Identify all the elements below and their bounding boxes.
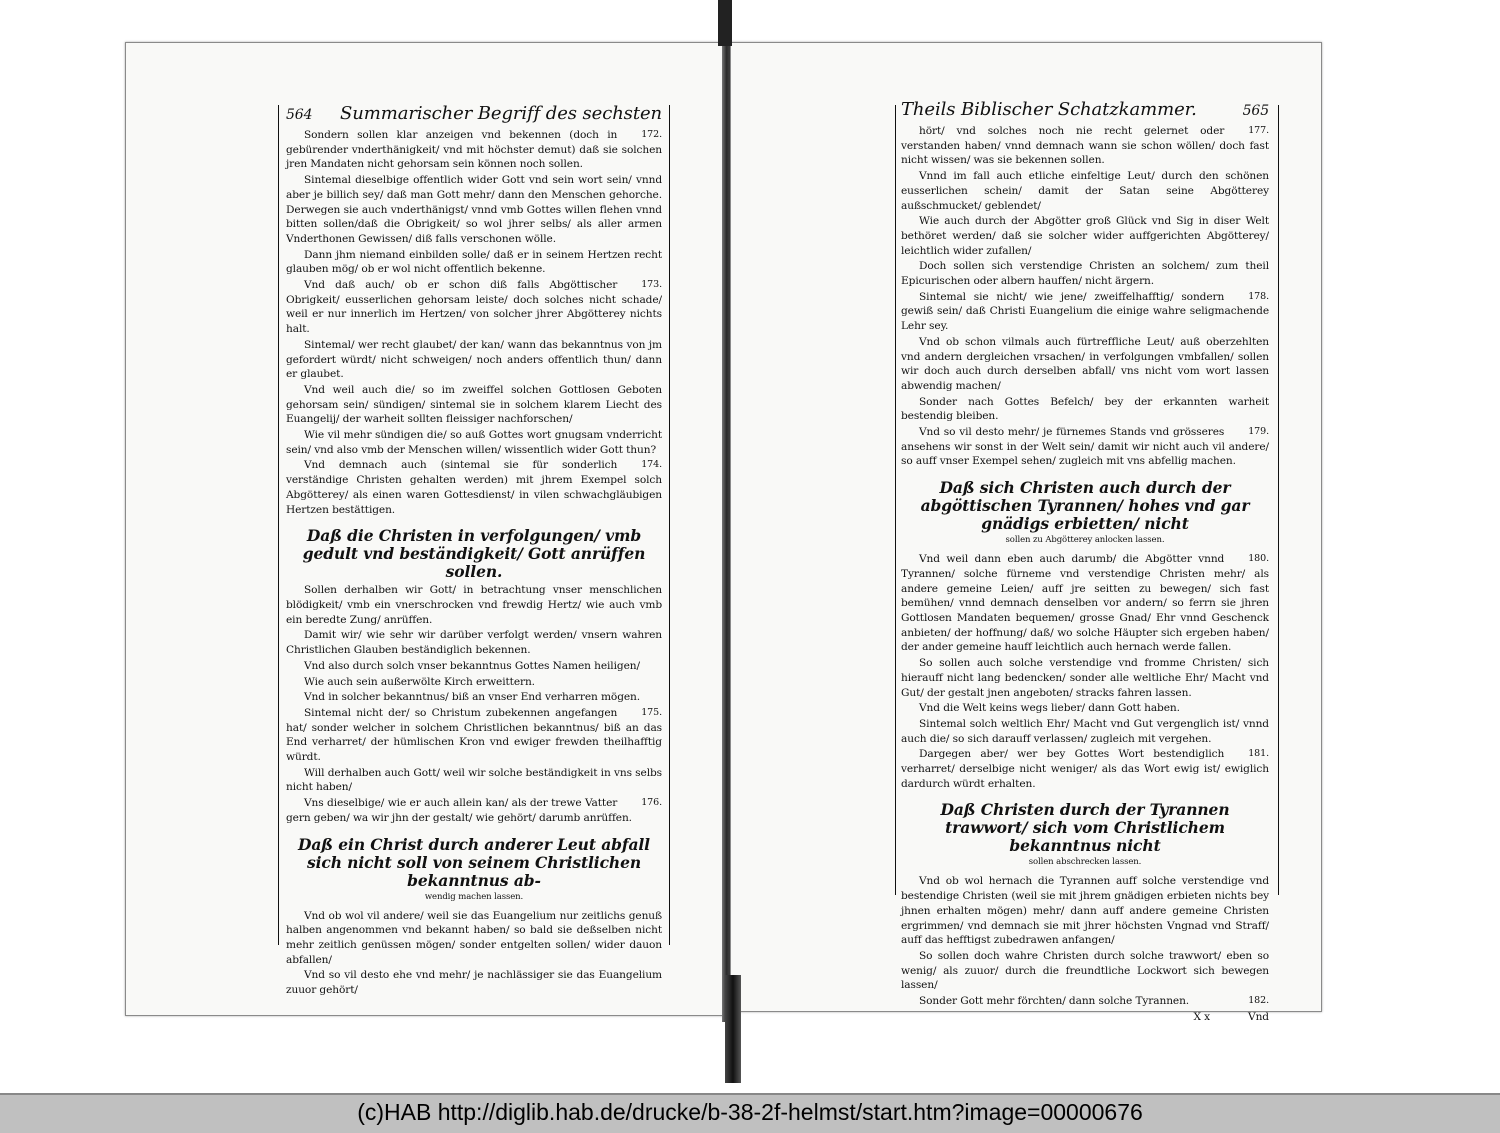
paragraph [286,796,662,825]
paragraph [901,949,1269,993]
paragraph [286,278,662,337]
paragraph [286,428,662,457]
paragraph [901,425,1269,469]
paragraph-text: Vnd ob schon vilmals auch fürtreffliche Leut/ auß oberzehlten vnd andern dergleichen vrsachen/ in verfolgungen vmbfallen/ sollen wir doch auch durch derselben abfall/ vns nicht vom wort lassen abwendig machen/ [901,335,1269,392]
paragraph-number: 177. [1248,125,1269,136]
paragraph-text: Dargegen aber/ wer bey Gottes Wort bestendiglich verharret/ derselbige nicht weniger/ als das Wort ewig ist/ ewiglich dardurch würdt erhalten. [901,748,1269,790]
paragraph-text: Vnd so vil desto ehe vnd mehr/ je nachlässiger sie das Euangelium zuuor gehört/ [286,969,662,997]
paragraph [286,338,662,382]
paragraph [901,124,1269,168]
paragraph-text: Vnd die Welt keins wegs lieber/ dann Gott haben. [919,702,1180,715]
paragraph-number: 176. [641,797,662,809]
left-margin-rule [278,105,279,945]
paragraph-text: Sintemal/ wer recht glaubet/ der kan/ wann das bekanntnus von jm gefordert würdt/ nicht schweigen/ noch anders offentlich thun/ dann er glaubet. [286,338,662,381]
paragraph [901,335,1269,394]
paragraph [286,173,662,247]
paragraph-text: Dann jhm niemand einbilden solle/ daß er in seinem Hertzen recht glauben mög/ ob er wol nicht offentlich bekenne. [286,248,662,276]
paragraph-text: Vnd so vil desto mehr/ je fürnemes Stands vnd grösseres ansehens wir sonst in der Welt sein/ damit wir nicht auch vil andere/ so auff vnser Exempel sehen/ zugleich mit vns abfellig machen. [901,426,1269,468]
paragraph-text: Vnd ob wol vil andere/ weil sie das Euangelium nur zeitlichs genuß halben angenommen vnd bekannt haben/ so bald sie deßselben nicht mehr zeitlich genüssen mögen/ sonder entgelten sollen/ wider dauon abfallen/ [286,909,662,966]
paragraph-number: 172. [641,129,662,140]
paragraph-number: 182. [1248,995,1269,1007]
paragraph [286,909,662,968]
paragraph-text: Sollen derhalben wir Gott/ in betrachtung vnser menschlichen blödigkeit/ vmb ein vnerschrocken vnd frewdig Hertz/ wie auch vmb ein beredte Zung/ anrüffen. [286,584,662,626]
paragraph [901,552,1269,655]
paragraph-number: 181. [1248,748,1269,760]
paragraph [901,747,1269,791]
paragraph-text: Vns dieselbige/ wie er auch allein kan/ als der trewe Vatter gern geben/ wa wir jhn der gestalt/ wie gehört/ darumb anrüffen. [286,797,632,824]
running-head [286,103,662,126]
paragraph-text: Vnd demnach auch (sintemal sie für sonderlich verständige Christen gehalten werden) mit jhrem Exempel solch Abgötterey/ als einen waren Gottesdienst/ in vilen schwachgläubigen Hertzen bestättigen. [286,459,662,516]
section-subheading: sollen zu Abgötterey anlocken lassen. [1005,535,1165,546]
section-heading: Daß sich Christen auch durch der abgöttischen Tyrannen/ hohes vnd gar gnädigs erbietten/ nicht [920,478,1250,534]
catchword: Vnd [1248,1010,1269,1023]
paragraph [901,656,1269,700]
paragraph [901,214,1269,258]
paragraph [901,259,1269,288]
left-text-block [286,103,662,999]
signature-mark: X x [1193,1010,1211,1023]
paragraph-text: Vnd in solcher bekanntnus/ biß an vnser End verharren mögen. [304,691,641,704]
paragraph-number: 180. [1248,553,1269,565]
paragraph-text: So sollen auch solche verstendige vnd fromme Christen/ sich hierauff nicht lang bedencken/ sonder alle weltliche Ehr/ Macht vnd Gut/ der gestalt jnen angeboten/ stracks fahren lassen. [901,657,1269,699]
spine-bottom [725,975,741,1083]
left-page [125,42,724,1016]
paragraph-text: So sollen doch wahre Christen durch solche trawwort/ eben so wenig/ als zuuor/ durch die freundtliche Lockwort sich bewegen lassen/ [901,949,1269,992]
paragraph-text: Vnd also durch solch vnser bekanntnus Gottes Namen heiligen/ [304,659,640,672]
paragraph-text: Doch sollen sich verstendige Christen an solchem/ zum theil Epicurischen oder albern hauffen/ nicht ärgern. [901,260,1269,288]
running-title: Summarischer Begriff des sechsten [340,103,662,124]
paragraph-number: 179. [1248,426,1269,438]
paragraph-list [901,874,1269,1008]
paragraph [286,675,662,690]
right-text-block [901,99,1269,1024]
paragraph [286,968,662,997]
paragraph-text: Vnd weil dann eben auch darumb/ die Abgötter vnnd Tyrannen/ solche fürneme vnd verstendige Christen mehr/ als andere gemeine Leien/ auff jre seitten zu bewegen/ sich fast bemühen/ vnnd demnach denselben vor andern/ so ferrn sie jhren Gottlosen Mandaten bequemen/ grosse Gnad/ Ehr vnnd Geschenck anbieten/ der hoffnung/ daß/ wo solche Häupter sich ergeben haben/ der ander gemeine hauff leichtlich auch hernach werde fallen. [901,553,1269,654]
paragraph-number: 173. [641,279,662,291]
paragraph [901,290,1269,334]
paragraph-text: Vnd daß auch/ ob er schon diß falls Abgöttischer Obrigkeit/ eusserlichen gehorsam leiste/ doch solches nicht schade/ weil er nur innerlich im Hertzen/ von solcher jhrer Abgötterey nichts halt. [286,279,662,336]
paragraph-text: Sintemal solch weltlich Ehr/ Macht vnd Gut vergenglich ist/ vnnd auch die/ so sich darauff verlassen/ zugleich mit vergehen. [901,717,1269,745]
paragraph-list [286,128,662,517]
paragraph [286,248,662,277]
paragraph-text: Vnd weil auch die/ so im zweiffel solchen Gottlosen Geboten gehorsam sein/ sündigen/ sintemal sie in solchem klarem Liecht des Euangelij/ der warheit sollten fleissiger nachforschen/ [286,383,662,426]
paragraph-text: Wie auch durch der Abgötter groß Glück vnd Sig in diser Welt bethöret werden/ daß sie solcher wider auffgerichten Abgötterey/ leichtlich wider zufallen/ [901,215,1269,257]
page-number: 565 [1242,103,1269,119]
paragraph-text: Wie auch sein außerwölte Kirch erweittern. [304,675,535,688]
paragraph [901,874,1269,948]
paragraph-number: 178. [1248,290,1269,302]
right-page [730,42,1322,1023]
paragraph [901,994,1269,1009]
paragraph [286,583,662,627]
paragraph-list [901,124,1269,469]
paragraph-text: Vnnd im fall auch etliche einfeltige Leut/ durch den schönen eusserlichen schein/ damit der Satan seine Abgötterey außschmucket/ geblendet/ [901,170,1269,212]
paragraph [286,659,662,674]
paragraph-text: Vnd ob wol hernach die Tyrannen auff solche verstendige vnd bestendige Christen (weil sie mit jhrem gnädigen erbieten nichts bey jhnen erhalten mögen) mehr/ dann auff andere gemeine Christen ergrimmen/ vnd demnach sie mit jhrer höchsten Vngnad vnd Straff/ auff das hefftigst zubedrawen anfangen/ [901,875,1269,947]
page-number: 564 [286,107,313,123]
paragraph-text: Damit wir/ wie sehr wir darüber verfolgt werden/ vnsern wahren Christlichen Glauben beständiglich bekennen. [286,629,662,657]
running-head [901,99,1269,122]
paragraph-text: Sintemal dieselbige offentlich wider Gott vnd sein wort sein/ vnnd aber je billich sey/ daß man Gott mehr/ dann den Menschen gehorche. Derwegen sie auch vnderthänigst/ vnnd vmb Gottes willen flehen vnnd bitten sollen/daß die Obrigkeit/ so wol jhrer selbs/ als aller armen Vnderthonen Gewissen/ diß falls verschonen wölle. [286,174,662,245]
paragraph-number: 175. [641,706,662,718]
paragraph-text: Sonder nach Gottes Befelch/ bey der erkannten warheit bestendig bleiben. [901,395,1269,423]
paragraph [901,169,1269,213]
paragraph [901,701,1269,716]
left-margin-rule [895,105,896,895]
spine-top [718,0,732,46]
section-heading: Daß die Christen in verfolgungen/ vmb gedult vnd beständigkeit/ Gott anrüffen sollen. [302,526,646,582]
signature-line [901,1010,1269,1025]
paragraph [286,458,662,517]
paragraph [286,690,662,705]
section-subheading: sollen abschrecken lassen. [1028,857,1142,868]
paragraph-number: 174. [641,459,662,471]
paragraph [901,717,1269,746]
source-url: (c)HAB http://diglib.hab.de/drucke/b-38-2f-helmst/start.htm?image=00000676 [357,1099,1143,1125]
paragraph [286,128,662,172]
paragraph-list [286,909,662,998]
section-heading: Daß Christen durch der Tyrannen trawwort/ sich vom Christlichem bekanntnus nicht [940,800,1230,856]
paragraph [286,706,662,765]
paragraph-text: Sonder Gott mehr förchten/ dann solche Tyrannen. [919,995,1190,1008]
paragraph [901,395,1269,424]
paragraph-list [286,583,662,825]
paragraph [286,766,662,795]
right-margin-rule [1278,105,1279,895]
paragraph-text: Sintemal nicht der/ so Christum zubekennen angefangen hat/ sonder welcher in solchem Christlichen bekanntnus/ biß an das End verharret/ der hümlischen Kron vnd ewiger frewden theilhafftig würdt. [286,706,662,764]
paragraph [286,628,662,657]
section-subheading: wendig machen lassen. [424,891,524,902]
section-heading: Daß ein Christ durch anderer Leut abfall sich nicht soll von seinem Christlichen bekanntnus ab- [298,834,650,890]
book-spread [125,42,1325,1022]
paragraph-text: Wie vil mehr sündigen die/ so auß Gottes wort gnugsam vnderricht sein/ vnd also vmb der Menschen willen/ wissentlich wider Gott thun? [286,429,662,456]
paragraph [286,383,662,427]
right-margin-rule [669,105,670,945]
paragraph-text: Sondern sollen klar anzeigen vnd bekennen (doch in gebürender vnderthänigkeit/ vnd mit höchster demut) daß sie solchen jren Mandaten nicht gehorsam sein können noch sollen. [286,129,662,171]
paragraph-text: Will derhalben auch Gott/ weil wir solche beständigkeit in vns selbs nicht haben/ [286,766,662,794]
running-title: Theils Biblischer Schatzkammer. [901,99,1197,120]
paragraph-list [901,552,1269,791]
paragraph-text: Sintemal sie nicht/ wie jene/ zweiffelhafftig/ sondern gewiß sein/ daß Christi Euangelium die einige wahre seligmachende Lehr sey. [901,290,1269,333]
paragraph-text: hört/ vnd solches noch nie recht gelernet oder verstanden haben/ vnnd demnach wann sie schon wöllen/ doch fast nicht wissen/ was sie bekennen sollen. [901,125,1269,167]
